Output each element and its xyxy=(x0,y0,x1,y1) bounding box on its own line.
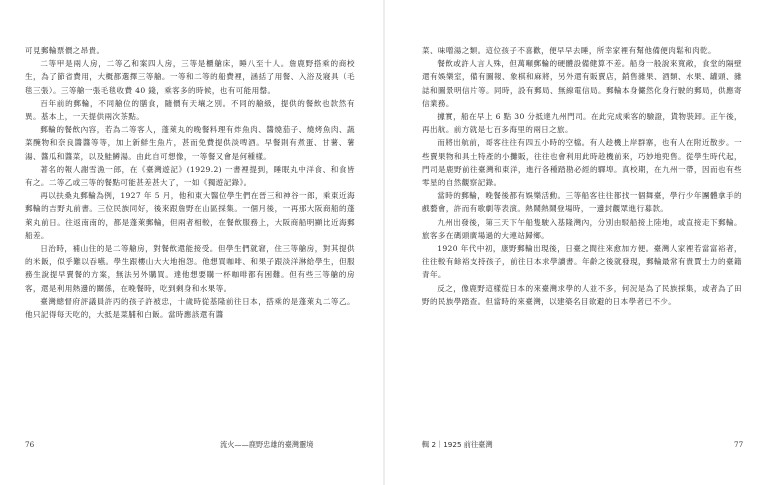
paragraph: 反之，像鹿野這樣從日本的來臺灣求學的人並不多，何況是為了民族採集，或者為了田野的民族學踏查。但當時的來臺灣，以建築名目欲避的日本學者已不少。 xyxy=(422,283,742,306)
left-page-number: 76 xyxy=(25,440,35,449)
left-page xyxy=(25,0,370,485)
book-gutter xyxy=(383,0,385,485)
paragraph: 而將出航前，哥客往往有四五小時的空檔。有人趁機上岸群寨，也有人在附近散步。一些賣果物和具土特產的小攤販，往往也會利用此時趁機前來，巧妙地兜售。從學生時代起，門司是鹿野前往臺灣和東洋，進行各種踏勘必經的驛埠。真校期，在九州一帶，因而也有些零星的自然觀察記錄。 xyxy=(422,138,742,188)
paragraph: 菜、味噌湯之類。這位孩子不喜歡，便早早去睡，所幸家裡有幫他備便肉鬆和肉乾。 xyxy=(422,46,716,55)
paragraph: 餐飲或許人言人殊，但萬噸郵輪的硬體設備健算不差。船身一般說來寬敞，食堂的隔壁還有娛樂室，備有圖報、象棋和麻將，另外還有販賣店，銷售雜果、酒類、水果、罐頭、雜誌和圖景明信片等。同時，設有郵局、無線電信局。郵輪本身儼然化身行駛的郵局，供應寄信業務。 xyxy=(422,59,742,108)
right-running-title: 輯 2｜1925 前往臺灣 xyxy=(422,440,493,449)
left-running-title: 流火——鹿野忠雄的臺灣靈境 xyxy=(220,440,314,449)
right-page xyxy=(422,0,767,485)
paragraph: 可見郵輪票價之昂貴。 xyxy=(25,46,105,55)
paragraph: 九州出發後，第三天下午船隻駛入基隆灣內，分別由駁船接上陸地，或直接走下郵輪。旅客多在碼頭廣場過的大連站歸鄉。 xyxy=(422,217,742,240)
paragraph: 當時的郵輪，晚餐後都有娛樂活動。三等船客往往都找一個舞臺，學行少年團體拿手的戲藝會，許而有歌劇等表演。熱鬧熱鬧登場時，一邊封觀眾進行募款。 xyxy=(422,191,742,214)
paragraph: 1920 年代中初，康野郵輪出現後，日臺之間往來愈加方便。臺灣人家裡若當富裕者，往往較有餘裕支持孩子，前往日本求學讀書。年齡之後就發現，郵輪最常有貴賈士力的臺籍青年。 xyxy=(422,244,742,280)
paragraph: 據實，船在早上 6 點 30 分抵達九州門司。在此完成乘客的驗證，貨物裝卸。正午後，再出航。前方就是七百多海里的兩日之旅。 xyxy=(422,112,742,135)
paragraph: 著名的報人謝雪漁一郎，在《臺灣遊記》(1929.2) 一書裡提到，睡眠丸中洋食、和食皆有之。二等乙或三等的餐點可能甚差甚大了，一如《獨遊記錄》。 xyxy=(25,164,355,188)
paragraph: 再以扶桑丸郵輪為例，1927 年 5 月，他和東大醫位學生們在晉三和神谷一郎，乘東近海郵輪的吉野丸前書。三位民族同好，後來跟詹野在山區採集。一個月後，一再那大阪商船的蓬萊丸前日。往返南南的，都是蓬萊郵輪，但兩者相較，在餐飲服務上，大阪商船明顯比近海郵船差。 xyxy=(25,191,355,240)
paragraph: 臺灣總督府評議員許丙的孩子許被忠，十歲時從基隆前往日本，搭乘的是蓬萊丸二等乙。他只記得每天吃的，大抵是菜脯和白飯。當時應該還有醬 xyxy=(25,296,355,320)
paragraph: 二等甲是兩人房，二等乙和案四人房，三等是櫃艙床，睡八至十人。詹鹿野搭乘的商校生，為了節省費用，大概都選擇三等艙。一等和二等的船費裡，涵括了用餐、入浴及寢具（毛毯三張）。三等艙一張毛毯收費 40 錢，乘客多的時候，也有可能用罄。 xyxy=(25,59,355,95)
right-page-text xyxy=(422,44,742,308)
left-page-text xyxy=(25,44,355,321)
paragraph: 日治時，補山住的是二等艙房，對餐飲還能接受。但學生們就窘，住三等艙房，對其提供的米飯，似乎難以吞嚥。學生跟樓山大大地抱怨。他想買咖啡、和果子跟淡洋淋給學生，但服務生說提早賣餐的方案，無法另外購買。達他想要購一杯咖啡都有困難。但有些三等艙的房客，還是利用熱邊的關係，在晚餐時，吃到剩身和水果等。 xyxy=(25,244,355,293)
paragraph: 百年前的郵輪，不同艙位的膳食，隨價有天壤之別。不同的艙級，提供的餐飲也款然有異。基本上，一天提供兩次茶點。 xyxy=(25,98,355,122)
paragraph: 郵輪的餐飲內容，若為二等客人，蓬萊丸的晚餐料理有炸魚肉、醬燒茄子、燒烤魚肉、蔬菜醃物和奈良醬醬等等，加上新鮮生魚片，甚而免費提供淡啤酒。早餐則有煮蛋、甘薯、薯湯、醬瓜和醬菜，以及鮭鱒湯。由此自可想像，一等餐又會是何種樣。 xyxy=(25,125,355,161)
right-page-number: 77 xyxy=(734,440,744,449)
